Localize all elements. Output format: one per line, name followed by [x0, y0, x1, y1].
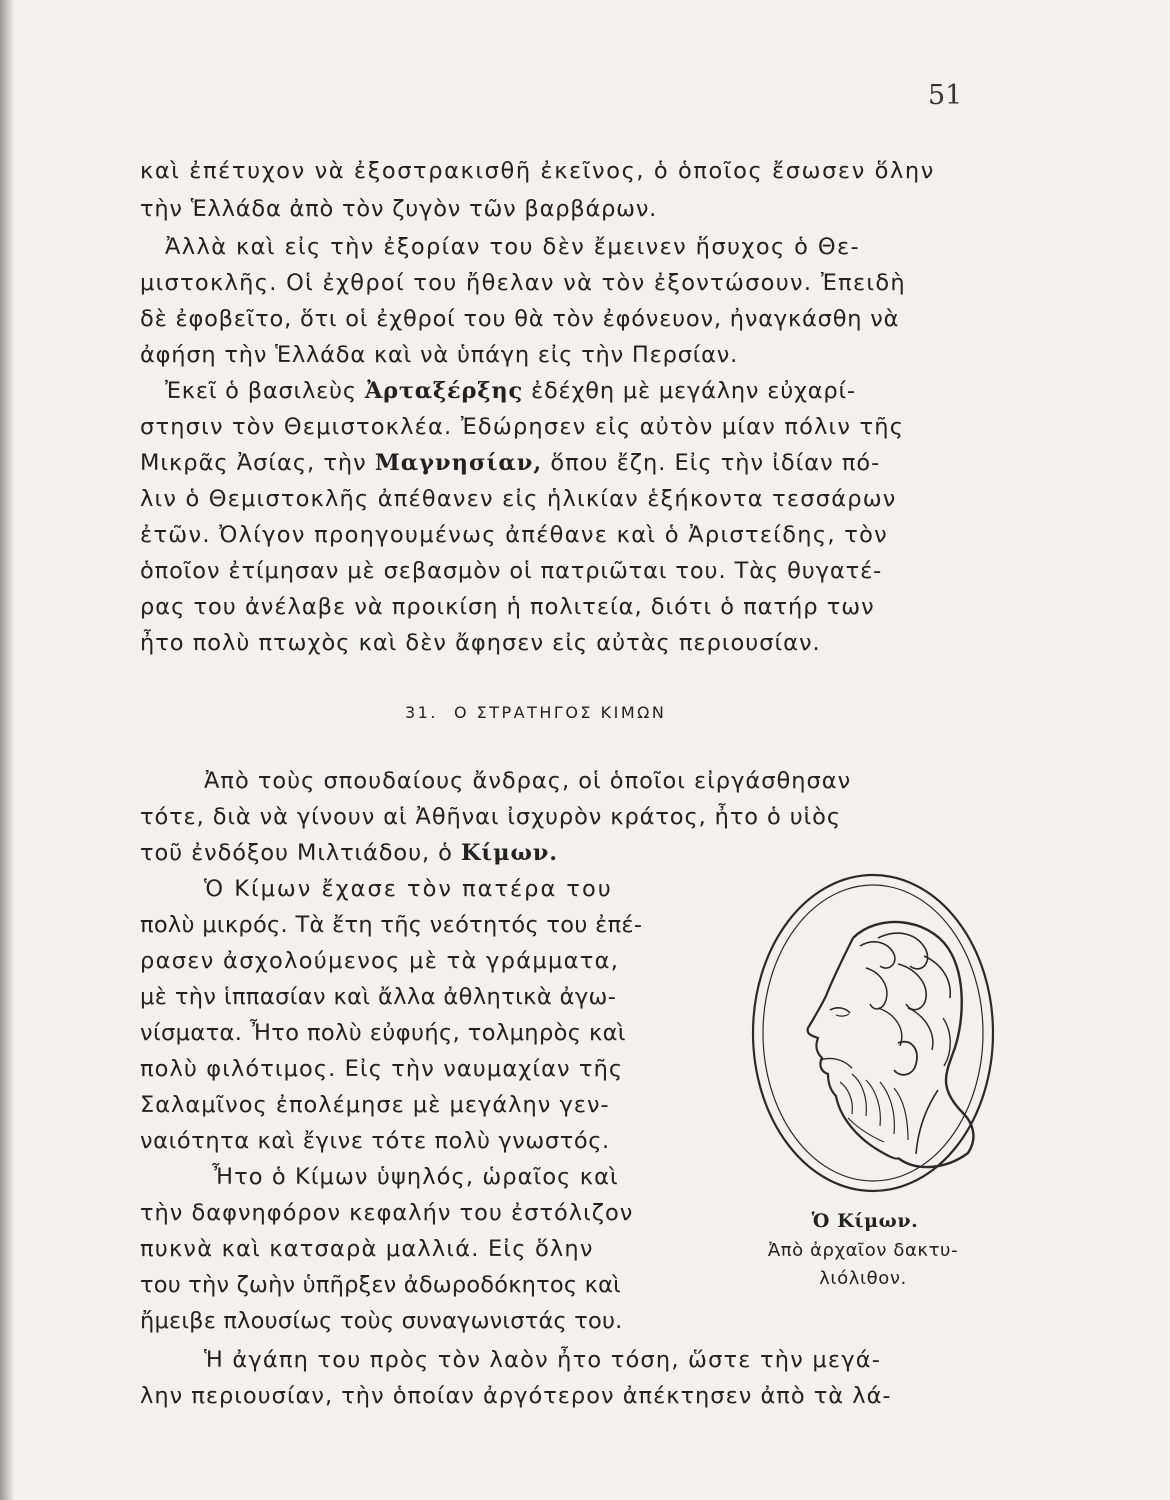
section-number: 31.	[405, 703, 438, 722]
page-number: 51	[928, 80, 963, 111]
text-line: Ἐκεῖ ὁ βασιλεὺς Ἀρταξέρξης ἐδέχθη μὲ μεγάλην εὐχαρί-	[165, 378, 856, 404]
text-line: πολὺ μικρός. Τὰ ἔτη τῆς νεότητός του ἐπέ-	[140, 912, 643, 938]
text-line: Ἀλλὰ καὶ εἰς τὴν ἐξορίαν του δὲν ἔμεινεν ἥσυχος ὁ Θε-	[165, 234, 861, 260]
text-line: Μικρᾶς Ἀσίας, τὴν Μαγνησίαν, ὅπου ἔζη. Εἰς τὴν ἰδίαν πό-	[140, 450, 881, 476]
text-line: πυκνὰ καὶ κατσαρὰ μαλλιά. Εἰς ὅλην	[140, 1236, 594, 1262]
text-line: Ἡ ἀγάπη του πρὸς τὸν λαὸν ἦτο τόση, ὥστε τὴν μεγά-	[204, 1347, 882, 1373]
text-line: του τὴν ζωὴν ὑπῆρξεν ἀδωροδόκητος καὶ	[140, 1272, 621, 1298]
text-line: πολὺ φιλότιμος. Εἰς τὴν ναυμαχίαν τῆς	[140, 1056, 624, 1082]
text-line: ἤμειβε πλουσίως τοὺς συναγωνιστάς του.	[140, 1308, 623, 1334]
text-line: τότε, διὰ νὰ γίνουν αἱ Ἀθῆναι ἰσχυρὸν κράτος, ἦτο ὁ υἱὸς	[140, 804, 841, 830]
text-line: μὲ τὴν ἱππασίαν καὶ ἄλλα ἀθλητικὰ ἀγω-	[140, 984, 617, 1010]
text-line: Σαλαμῖνος ἐπολέμησε μὲ μεγάλην γεν-	[140, 1092, 610, 1118]
section-heading	[405, 703, 666, 722]
portrait-medallion-icon	[753, 875, 993, 1191]
text-line: Ἀπὸ τοὺς σπουδαίους ἄνδρας, οἱ ὁποῖοι εἰργάσθησαν	[204, 768, 852, 794]
text-line: λην περιουσίαν, τὴν ὁποίαν ἀργότερον ἀπέκτησεν ἀπὸ τὰ λά-	[140, 1383, 892, 1409]
section-title: Ο ΣΤΡΑΤΗΓΟΣ ΚΙΜΩΝ	[453, 703, 667, 722]
text-line: τὴν Ἑλλάδα ἀπὸ τὸν ζυγὸν τῶν βαρβάρων.	[140, 196, 658, 222]
text-line: καὶ ἐπέτυχον νὰ ἐξοστρακισθῆ ἐκεῖνος, ὁ ὁποῖος ἔσωσεν ὅλην	[140, 158, 935, 184]
text-line: στησιν τὸν Θεμιστοκλέα. Ἐδώρησεν εἰς αὐτὸν μίαν πόλιν τῆς	[140, 414, 905, 440]
text-line: λιν ὁ Θεμιστοκλῆς ἀπέθανεν εἰς ἡλικίαν ἑξήκοντα τεσσάρων	[140, 486, 897, 512]
text-line: τοῦ ἐνδόξου Μιλτιάδου, ὁ Κίμων.	[140, 840, 559, 866]
text-line: ἦτο πολὺ πτωχὸς καὶ δὲν ἄφησεν εἰς αὐτὰς περιουσίαν.	[140, 630, 821, 656]
text-line: ρας του ἀνέλαβε νὰ προικίση ἡ πολιτεία, διότι ὁ πατήρ των	[140, 594, 875, 620]
text-line: μιστοκλῆς. Οἱ ἐχθροί του ἤθελαν νὰ τὸν ἐξοντώσουν. Ἐπειδὴ	[140, 270, 906, 296]
text-line: Ἦτο ὁ Κίμων ὑψηλός, ὡραῖος καὶ	[212, 1164, 619, 1190]
book-spine-shadow	[0, 0, 14, 1500]
text-line: δὲ ἐφοβεῖτο, ὅτι οἱ ἐχθροί του θὰ τὸν ἐφόνευον, ἠναγκάσθη νὰ	[140, 306, 900, 332]
name-magnesia: Μαγνησίαν,	[374, 450, 543, 476]
text-line: νίσματα. Ἦτο πολὺ εὐφυής, τολμηρὸς καὶ	[140, 1020, 626, 1046]
kimon-medallion-image	[748, 868, 998, 1198]
text-line: ἐτῶν. Ὀλίγον προηγουμένως ἀπέθανε καὶ ὁ Ἀριστείδης, τὸν	[140, 522, 889, 548]
figure-caption-line: Ἀπὸ ἀρχαῖον δακτυ-	[767, 1240, 959, 1261]
text-line: ναιότητα καὶ ἔγινε τότε πολὺ γνωστός.	[140, 1128, 610, 1154]
figure-caption-line: λιόλιθον.	[819, 1268, 907, 1289]
text-line: ρασεν ἀσχολούμενος μὲ τὰ γράμματα,	[140, 948, 620, 974]
name-artaxerxes: Ἀρταξέρξης	[364, 378, 524, 404]
figure-caption-title: Ὁ Κίμων.	[811, 1210, 919, 1232]
text-line: τὴν δαφνηφόρον κεφαλήν του ἐστόλιζον	[140, 1200, 634, 1226]
text-line: Ὁ Κίμων ἔχασε τὸν πατέρα του	[204, 876, 613, 902]
text-line: ἀφήση τὴν Ἑλλάδα καὶ νὰ ὑπάγη εἰς τὴν Περσίαν.	[140, 342, 739, 368]
name-kimon: Κίμων.	[460, 840, 559, 866]
text-line: ὁποῖον ἐτίμησαν μὲ σεβασμὸν οἱ πατριῶται του. Τὰς θυγατέ-	[140, 558, 883, 584]
